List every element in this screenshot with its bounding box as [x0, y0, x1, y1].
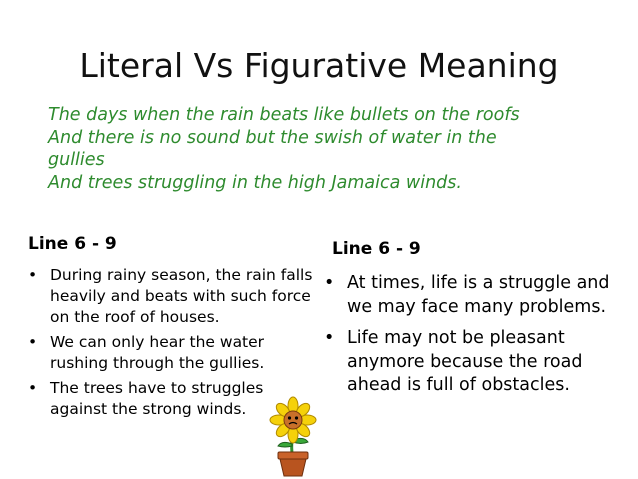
quote-line: And there is no sound but the swish of water in the: [48, 127, 497, 148]
literal-heading: Line 6 - 9: [28, 234, 117, 254]
slide-title: Literal Vs Figurative Meaning: [79, 46, 559, 85]
bullet-text: At times, life is a struggle and we may face many problems.: [347, 273, 610, 317]
quote-line: The days when the rain beats like bullets on the roofs: [48, 105, 520, 125]
bullet-text: During rainy season, the rain falls heavily and beats with such force on the roof of houses.: [50, 266, 313, 326]
figurative-heading: Line 6 - 9: [332, 239, 421, 259]
bullet-icon: •: [28, 379, 38, 397]
bullet-icon: •: [324, 328, 335, 348]
list-item: [324, 327, 614, 398]
bullet-icon: •: [324, 273, 335, 293]
quote-line: gullies: [48, 150, 105, 170]
bullet-icon: •: [28, 333, 38, 351]
poem-quote: [48, 104, 608, 194]
list-item: [28, 332, 318, 374]
bullet-text: Life may not be pleasant anymore because the road ahead is full of obstacles.: [347, 328, 583, 395]
bullet-icon: •: [28, 266, 38, 284]
flower-pot-icon: [258, 396, 328, 478]
figurative-bullets: [324, 272, 614, 406]
bullet-text: The trees have to struggles against the strong winds.: [50, 379, 264, 418]
list-item: [324, 272, 614, 319]
list-item: [28, 265, 318, 328]
bullet-text: We can only hear the water rushing through the gullies.: [50, 333, 265, 372]
quote-line: And trees struggling in the high Jamaica winds.: [48, 172, 462, 193]
